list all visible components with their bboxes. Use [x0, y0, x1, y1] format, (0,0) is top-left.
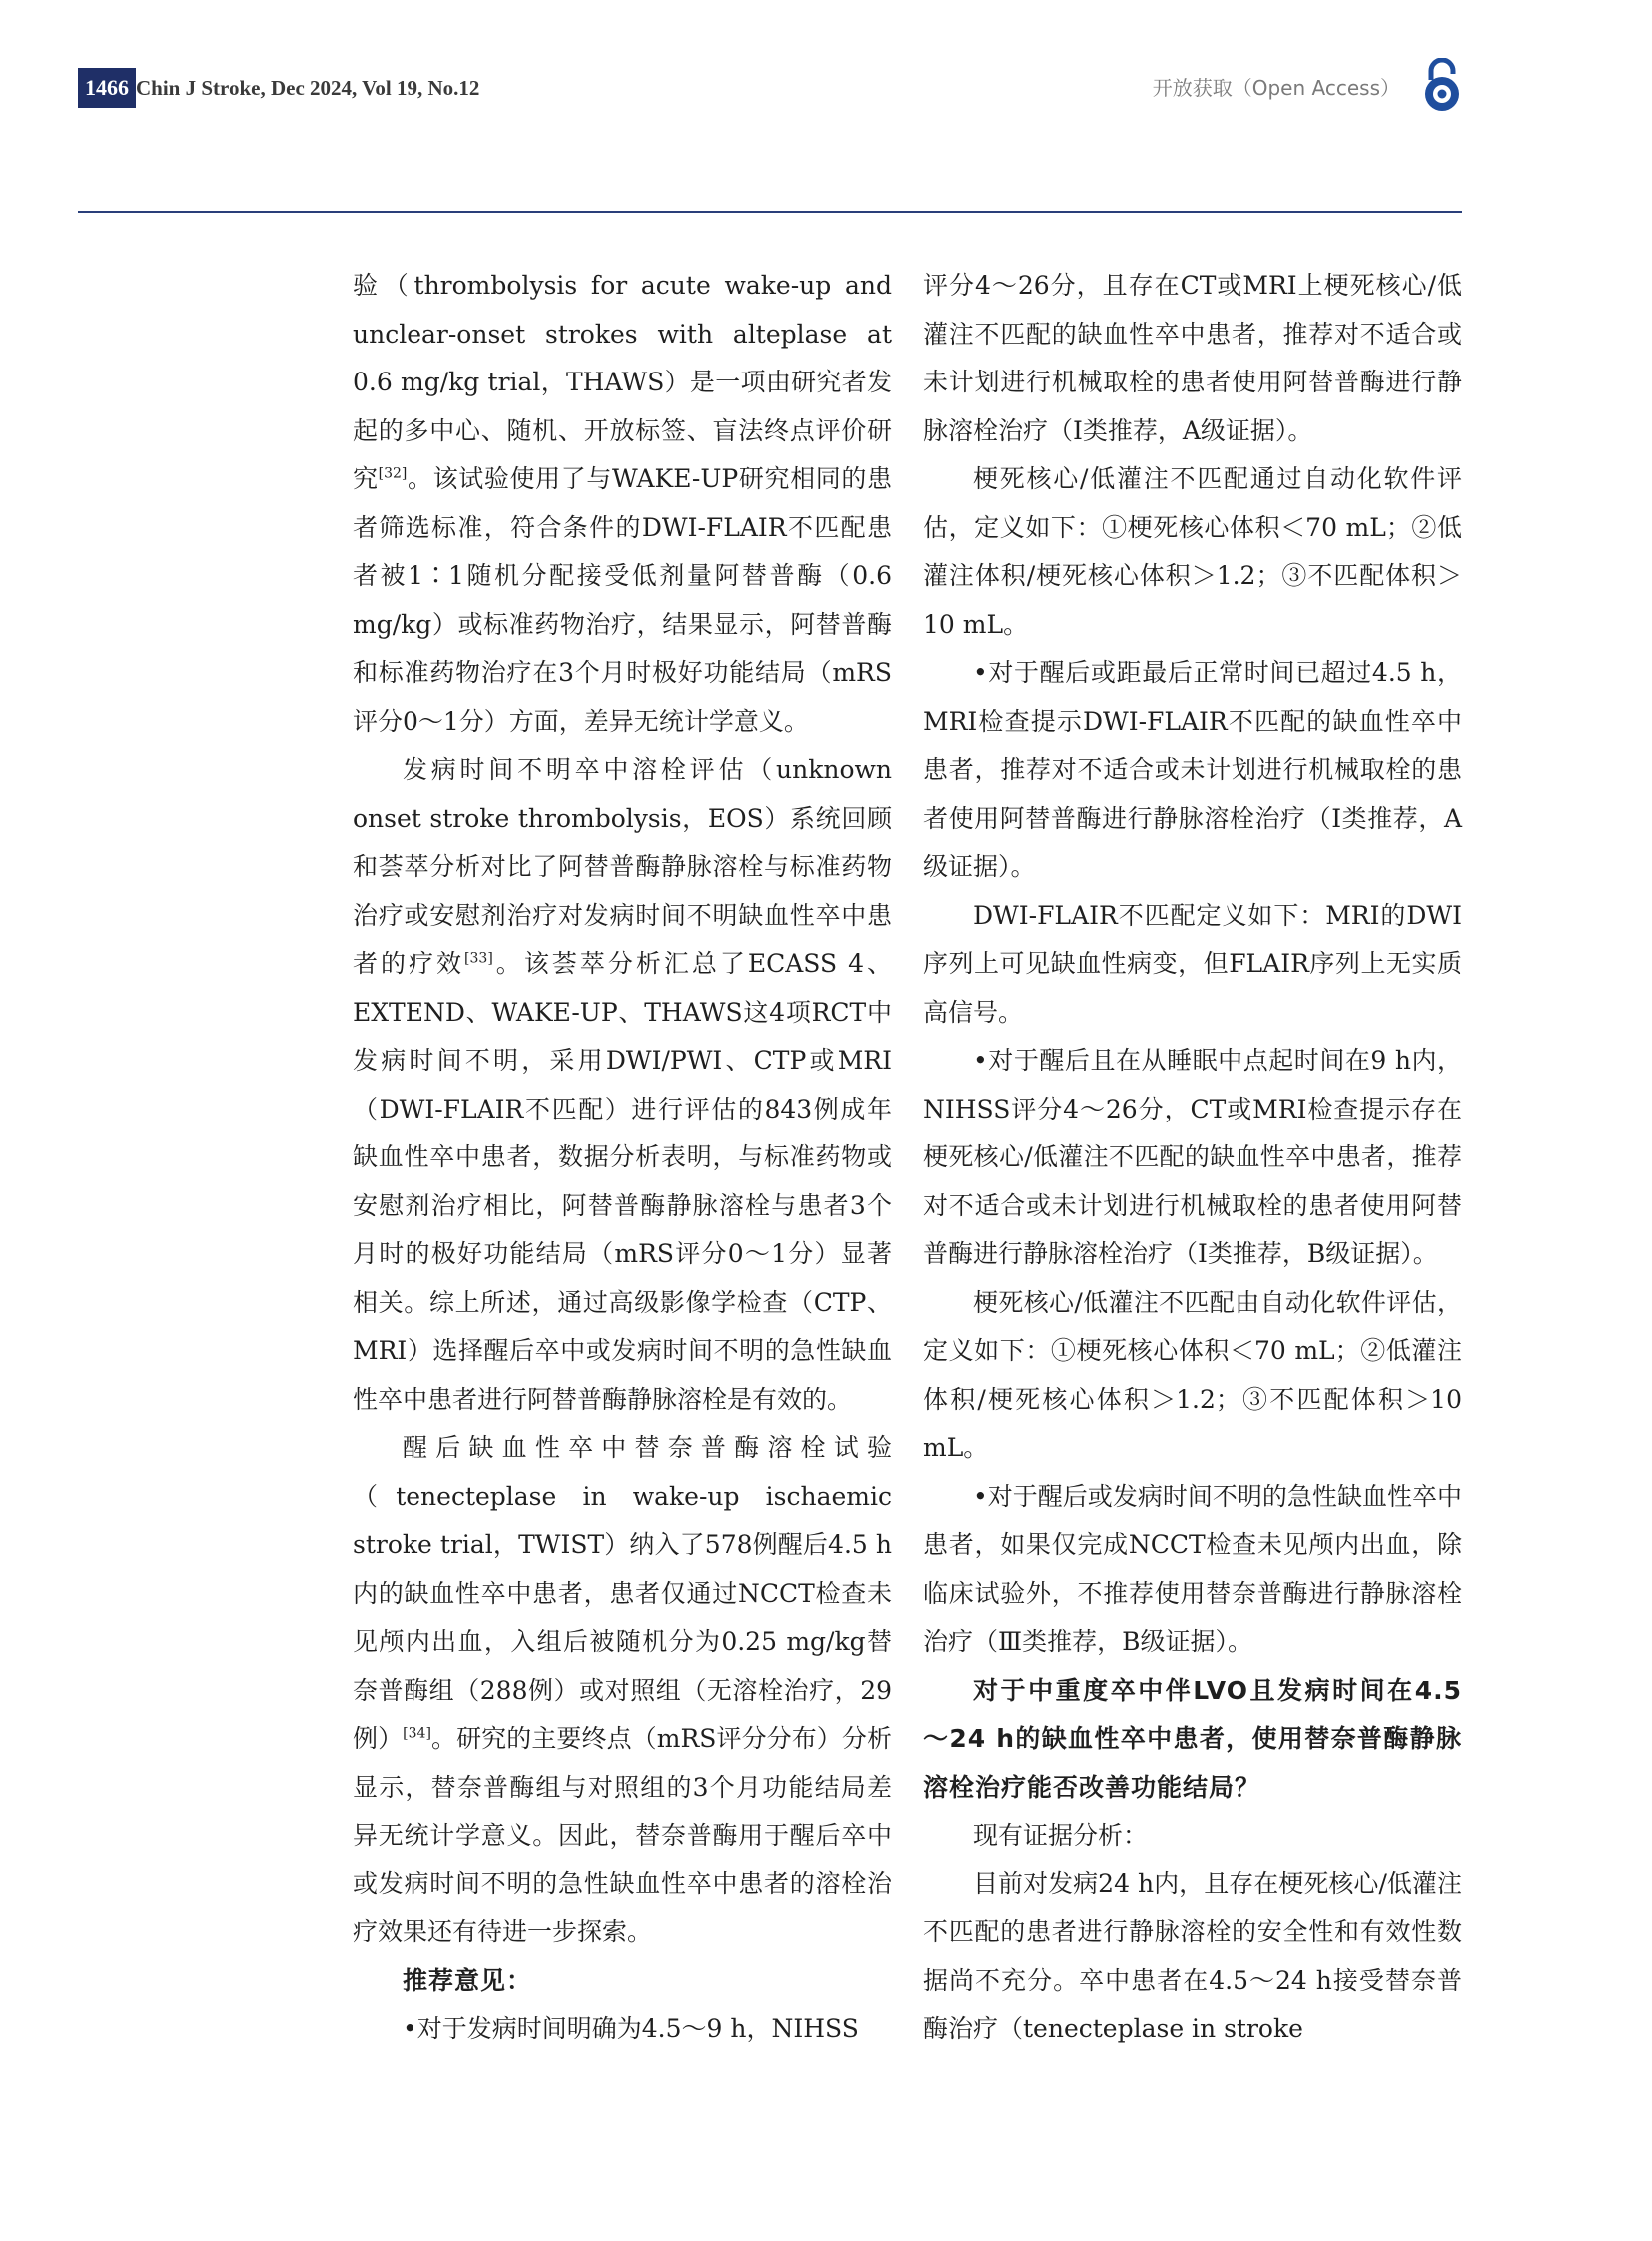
paragraph-text: 。该荟萃分析汇总了ECASS 4、EXTEND、WAKE-UP、THAWS这4项RCT中发病时间不明，采用DWI/PWI、CTP或MRI（DWI-FLAIR不匹配）进行评估的843例成年缺血性卒中患者，数据分析表明，与标准药物或安慰剂治疗相比，阿替普酶静脉溶栓与患者3个月时的极好功能结局（mRS评分0～1分）显著相关。综上所述，通过高级影像学检查（CTP、MRI）选择醒后卒中或发病时间不明的急性缺血性卒中患者进行阿替普酶静脉溶栓是有效的。	[353, 949, 892, 1414]
open-access-label: 开放获取（Open Access）	[1152, 76, 1400, 100]
journal-citation: Chin J Stroke, Dec 2024, Vol 19, No.12	[136, 76, 480, 100]
recommendation-continued: 评分4～26分，且存在CT或MRI上梗死核心/低灌注不匹配的缺血性卒中患者，推荐对不适合或未计划进行机械取栓的患者使用阿替普酶进行静脉溶栓治疗（Ⅰ类推荐，A级证据）。	[923, 271, 1462, 445]
header-divider	[78, 211, 1462, 213]
page-header	[78, 66, 1462, 112]
mismatch-definition: 梗死核心/低灌注不匹配通过自动化软件评估，定义如下：①梗死核心体积＜70 mL；②低灌注体积/梗死核心体积＞1.2；③不匹配体积＞10 mL。	[923, 464, 1462, 639]
right-column	[923, 262, 1462, 2054]
paragraph-thaws	[353, 262, 892, 746]
paragraph-text: 验（thrombolysis for acute wake-up and unclear-onset strokes with alteplase at 0.6 mg/kg trial，THAWS）是一项由研究者发起的多中心、随机、开放标签、盲法终点评价研究	[353, 271, 892, 493]
page-number: 1466	[78, 68, 136, 108]
mismatch-definition: 梗死核心/低灌注不匹配由自动化软件评估，定义如下：①梗死核心体积＜70 mL；②低灌注体积/梗死核心体积＞1.2；③不匹配体积＞10 mL。	[923, 1287, 1462, 1462]
recommendation-bullet: •对于醒后或距最后正常时间已超过4.5 h，MRI检查提示DWI-FLAIR不匹配的缺血性卒中患者，推荐对不适合或未计划进行机械取栓的患者使用阿替普酶进行静脉溶栓治疗（Ⅰ类推荐，A级证据）。	[923, 658, 1462, 881]
citation-34: [34]	[403, 1725, 431, 1742]
paragraph-text: 发病时间不明卒中溶栓评估（unknown onset stroke thrombolysis，EOS）系统回顾和荟萃分析对比了阿替普酶静脉溶栓与标准药物治疗或安慰剂治疗对发病时间不明缺血性卒中患者的疗效	[353, 755, 892, 978]
left-column	[353, 262, 892, 2054]
recommendation-bullet: •对于发病时间明确为4.5～9 h，NIHSS	[403, 2014, 859, 2043]
paragraph-text: 醒后缺血性卒中替奈普酶溶栓试验（tenecteplase in wake-up ischaemic stroke trial，TWIST）纳入了578例醒后4.5 h内的缺血性卒中患者，患者仅通过NCCT检查未见颅内出血，入组后被随机分为0.25 mg/kg替奈普酶组（288例）或对照组（无溶栓治疗，29例）	[353, 1433, 892, 1753]
citation-32: [32]	[378, 465, 408, 482]
recommendation-bullet: •对于醒后或发病时间不明的急性缺血性卒中患者，如果仅完成NCCT检查未见颅内出血，除临床试验外，不推荐使用替奈普酶进行静脉溶栓治疗（Ⅲ类推荐，B级证据）。	[923, 1481, 1462, 1656]
paragraph-text: 。该试验使用了与WAKE-UP研究相同的患者筛选标准，符合条件的DWI-FLAIR不匹配患者被1∶1随机分配接受低剂量阿替普酶（0.6 mg/kg）或标准药物治疗，结果显示，阿替普酶和标准药物治疗在3个月时极好功能结局（mRS评分0～1分）方面，差异无统计学意义。	[353, 464, 892, 736]
paragraph-text: 。研究的主要终点（mRS评分分布）分析显示，替奈普酶组与对照组的3个月功能结局差异无统计学意义。因此，替奈普酶用于醒后卒中或发病时间不明的急性缺血性卒中患者的溶栓治疗效果还有待进一步探索。	[353, 1724, 892, 1946]
paragraph-eos	[353, 746, 892, 1424]
recommendation-bullet: •对于醒后且在从睡眠中点起时间在9 h内，NIHSS评分4～26分，CT或MRI检查提示存在梗死核心/低灌注不匹配的缺血性卒中患者，推荐对不适合或未计划进行机械取栓的患者使用阿替普酶进行静脉溶栓治疗（Ⅰ类推荐，B级证据）。	[923, 1046, 1462, 1268]
dwi-flair-definition: DWI-FLAIR不匹配定义如下：MRI的DWI序列上可见缺血性病变，但FLAIR序列上无实质高信号。	[923, 900, 1462, 1027]
paragraph-twist	[353, 1424, 892, 1957]
question-heading: 对于中重度卒中伴LVO且发病时间在4.5～24 h的缺血性卒中患者，使用替奈普酶静脉溶栓治疗能否改善功能结局？	[923, 1675, 1462, 1802]
open-access-lock-icon	[1422, 58, 1462, 114]
evidence-heading: 现有证据分析：	[973, 1821, 1149, 1850]
evidence-paragraph: 目前对发病24 h内，且存在梗死核心/低灌注不匹配的患者进行静脉溶栓的安全性和有效性数据尚不充分。卒中患者在4.5～24 h接受替奈普酶治疗（tenecteplase in stroke	[923, 1868, 1462, 2043]
recommendation-heading: 推荐意见：	[403, 1965, 533, 1995]
citation-33: [33]	[464, 950, 493, 967]
